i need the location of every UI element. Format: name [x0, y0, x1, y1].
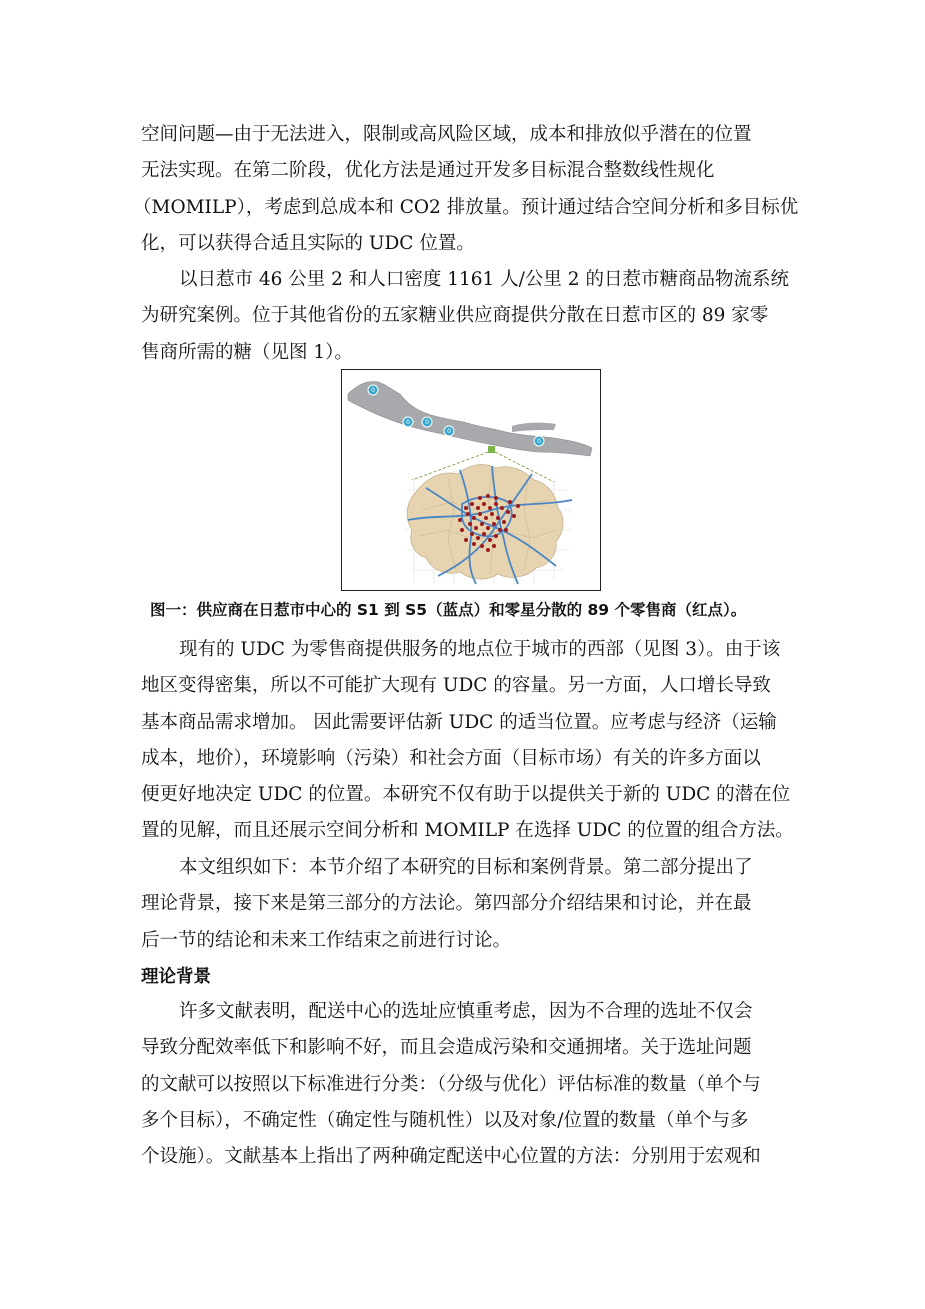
city-area-shape [407, 465, 563, 579]
text-line: 以日惹市 46 公里 2 和人口密度 1161 人/公里 2 的日惹市糖商品物流系统 [179, 269, 789, 290]
figure-1-map [341, 369, 601, 591]
paragraph-4 [141, 850, 791, 959]
text-line: 无法实现。在第二阶段，优化方法是通过开发多目标混合整数线性规化 [141, 160, 715, 182]
java-island-shape [348, 382, 592, 457]
text-line: 基本商品需求增加。 因此需要评估新 UDC 的适当位置。应考虑与经济（运输 [141, 711, 777, 733]
supplier-marker-label: 0 [447, 428, 451, 435]
madura-island-shape [512, 423, 556, 432]
text-line: 本文组织如下：本节介绍了本研究的目标和案例背景。第二部分提出了 [179, 857, 753, 878]
text-line: 许多文献表明，配送中心的选址应慎重考虑，因为不合理的选址不仅会 [179, 1001, 753, 1022]
supplier-marker-label: 0 [425, 419, 429, 426]
text-line: 售商所需的糖（见图 1）。 [141, 341, 353, 363]
text-line: 多个目标），不确定性（确定性与随机性）以及对象/位置的数量（单个与多 [141, 1109, 749, 1131]
map-illustration [342, 370, 600, 590]
text-line: 的文献可以按照以下标准进行分类：（分级与优化）评估标准的数量（单个与 [141, 1073, 761, 1095]
text-line: 现有的 UDC 为零售商提供服务的地点位于城市的西部（见图 3）。由于该 [179, 639, 781, 660]
text-line: 便更好地决定 UDC 的位置。本研究不仅有助于以提供关于新的 UDC 的潜在位 [141, 784, 791, 806]
text-line: 成本，地价），环境影响（污染）和社会方面（目标市场）有关的许多方面以 [141, 747, 761, 769]
supplier-marker-label: 0 [406, 419, 410, 426]
paragraph-5 [141, 994, 791, 1175]
text-line: 个设施）。文献基本上指出了两种确定配送中心位置的方法：分别用于宏观和 [141, 1146, 761, 1168]
paragraph-3 [141, 632, 794, 850]
text-line: 导致分配效率低下和影响不好，而且会造成污染和交通拥堵。关于选址问题 [141, 1037, 752, 1059]
paragraph-2 [141, 262, 791, 371]
text-line: （MOMILP），考虑到总成本和 CO2 排放量。预计通过结合空间分析和多目标优 [133, 196, 799, 218]
figure-1-caption: 图一：供应商在日惹市中心的 S1 到 S5（蓝点）和零星分散的 89 个零售商（红点）。 [150, 601, 747, 619]
text-line: 为研究案例。位于其他省份的五家糖业供应商提供分散在日惹市区的 89 家零 [141, 305, 769, 327]
supplier-marker-label: 0 [371, 387, 375, 394]
text-line: 空间问题—由于无法进入，限制或高风险区域，成本和排放似乎潜在的位置 [141, 124, 752, 145]
text-line: 地区变得密集，所以不可能扩大现有 UDC 的容量。另一方面，人口增长导致 [141, 675, 771, 697]
section-heading: 理论背景 [141, 967, 211, 987]
paragraph-1 [133, 117, 799, 262]
text-line: 理论背景，接下来是第三部分的方法论。第四部分介绍结果和讨论，并在最 [141, 893, 752, 915]
supplier-marker-label: 0 [537, 438, 541, 445]
text-line: 后一节的结论和未来工作结束之前进行讨论。 [141, 929, 512, 951]
city-location-marker [488, 446, 495, 453]
text-line: 置的见解，而且还展示空间分析和 MOMILP 在选择 UDC 的位置的组合方法。 [141, 820, 794, 842]
text-line: 化，可以获得合适且实际的 UDC 位置。 [141, 232, 475, 254]
